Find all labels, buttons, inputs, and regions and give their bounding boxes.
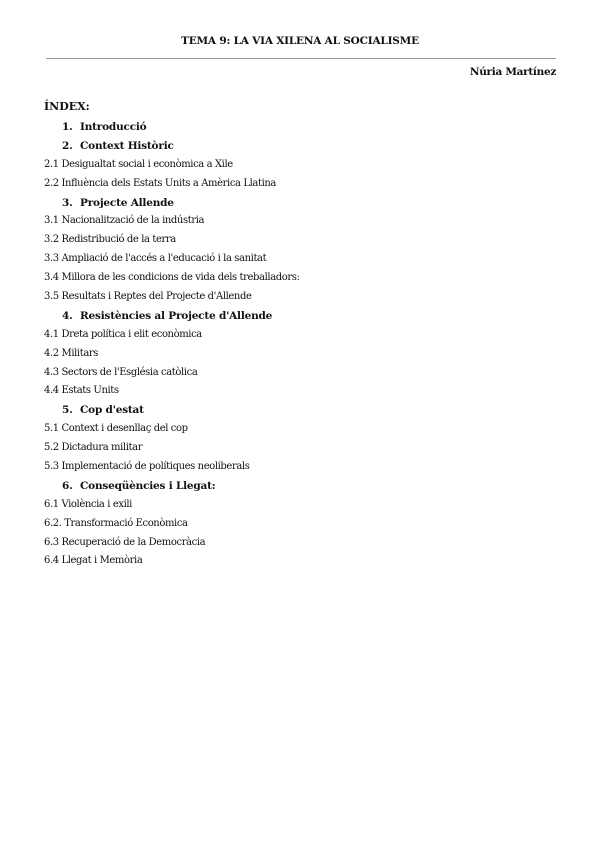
toc-subsection bbox=[44, 156, 564, 175]
index-heading: ÍNDEX: bbox=[44, 100, 90, 113]
toc-entry-text: 3.2 Redistribució de la terra bbox=[44, 234, 176, 246]
toc-entry-text: Context Històric bbox=[80, 139, 174, 152]
document-title: TEMA 9: LA VIA XILENA AL SOCIALISME bbox=[181, 35, 419, 47]
toc-entry-text: 4.4 Estats Units bbox=[44, 385, 119, 397]
toc-subsection bbox=[44, 515, 564, 534]
toc-entry-text: 2.1 Desigualtat social i econòmica a Xile bbox=[44, 158, 233, 170]
toc-entry-text: 6.1 Violència i exili bbox=[44, 498, 132, 510]
toc-subsection bbox=[44, 175, 564, 194]
toc-entry-text: Introducció bbox=[80, 121, 147, 133]
toc-entry-text: 6.3 Recuperació de la Democràcia bbox=[44, 536, 206, 548]
toc-entry-text: 5.1 Context i desenllaç del cop bbox=[44, 423, 188, 435]
section-number: 4. bbox=[62, 309, 73, 322]
header-divider bbox=[46, 58, 556, 59]
toc-section-heading bbox=[44, 118, 564, 137]
toc-subsection bbox=[44, 458, 564, 477]
toc-subsection bbox=[44, 534, 564, 553]
author-name: Núria Martínez bbox=[469, 66, 556, 78]
section-number: 2. bbox=[62, 139, 73, 152]
toc-entry-text: 5.2 Dictadura militar bbox=[44, 442, 143, 454]
toc-entry-text: 6.4 Llegat i Memòria bbox=[44, 555, 143, 567]
toc-entry-text: Resistències al Projecte d'Allende bbox=[80, 309, 273, 322]
toc-entry-text: 3.4 Millora de les condicions de vida dels treballadors: bbox=[44, 272, 300, 284]
toc-subsection bbox=[44, 231, 564, 250]
toc-subsection bbox=[44, 345, 564, 364]
toc-entry-text: 4.3 Sectors de l'Església catòlica bbox=[44, 366, 198, 378]
toc-section-heading bbox=[44, 194, 564, 213]
toc-subsection bbox=[44, 382, 564, 401]
toc-section-heading bbox=[44, 137, 564, 156]
toc-entry-text: 4.1 Dreta política i elit econòmica bbox=[44, 328, 202, 340]
section-number: 5. bbox=[62, 404, 73, 417]
toc-subsection bbox=[44, 288, 564, 307]
toc-subsection bbox=[44, 250, 564, 269]
toc-entry-text: 3.3 Ampliació de l'accés a l'educació i la sanitat bbox=[44, 253, 267, 265]
toc-section-heading bbox=[44, 401, 564, 420]
toc-entry-text: 4.2 Militars bbox=[44, 347, 99, 359]
toc-entry-text: Projecte Allende bbox=[80, 196, 174, 209]
toc-entry-text: Conseqüències i Llegat: bbox=[80, 479, 216, 492]
toc-section-heading bbox=[44, 307, 564, 326]
toc-entry-text: 3.1 Nacionalització de la indústria bbox=[44, 215, 205, 227]
toc-subsection bbox=[44, 212, 564, 231]
section-number: 1. bbox=[62, 121, 73, 133]
toc-subsection bbox=[44, 420, 564, 439]
toc-section-heading bbox=[44, 477, 564, 496]
toc-subsection bbox=[44, 269, 564, 288]
toc-subsection bbox=[44, 552, 564, 571]
section-number: 3. bbox=[62, 196, 73, 209]
toc-subsection bbox=[44, 439, 564, 458]
toc-entry-text: 6.2. Transformació Econòmica bbox=[44, 517, 188, 529]
toc-subsection bbox=[44, 326, 564, 345]
toc-subsection bbox=[44, 496, 564, 515]
toc-entry-text: 5.3 Implementació de polítiques neoliberals bbox=[44, 461, 250, 473]
toc-entry-text: Cop d'estat bbox=[80, 404, 144, 417]
section-number: 6. bbox=[62, 479, 73, 492]
table-of-contents bbox=[44, 118, 564, 571]
toc-entry-text: 2.2 Influència dels Estats Units a Amèrica Llatina bbox=[44, 177, 276, 189]
toc-entry-text: 3.5 Resultats i Reptes del Projecte d'Allende bbox=[44, 291, 252, 303]
toc-subsection bbox=[44, 364, 564, 383]
